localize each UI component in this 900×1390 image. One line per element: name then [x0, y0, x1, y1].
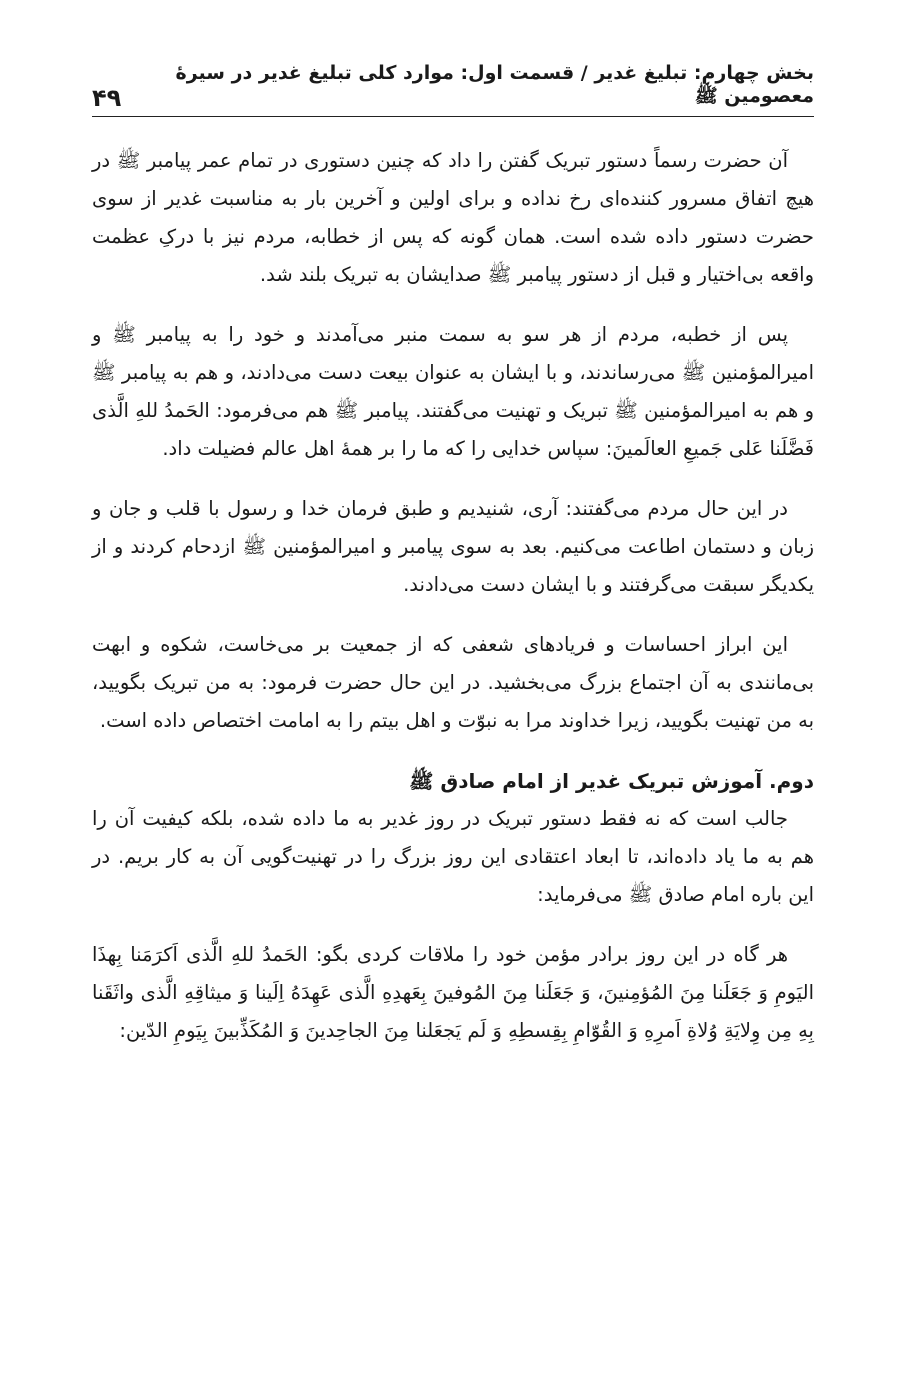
page-number: ۴۹	[92, 84, 122, 112]
quotation-paragraph: هر گاه در این روز برادر مؤمن خود را ملاقات کردی بگو: الحَمدُ للهِ الَّذی اَکرَمَنا بِهذَا الیَومِ وَ جَعَلَنا مِنَ المُؤمِنینَ، وَ جَعَلَنا مِنَ المُوفینَ بِعَهدِهِ الَّذی عَهِدَهُ اِلَینا وَ میثاقِهِ الَّذی واثَقَنا بِهِ مِن وِلایَةِ وُلاةِ اَمرِهِ وَ القُوّامِ بِقِسطِهِ وَ لَم یَجعَلنا مِنَ الجاحِدینَ وَ المُکَذِّبینَ بِیَومِ الدّین:	[92, 943, 814, 1042]
paragraph: پس از خطبه، مردم از هر سو به سمت منبر می‌آمدند و خود را به پیامبر ﷺ و امیرالمؤمنین ﷺ می‌رساندند، و با ایشان به عنوان بیعت دست می‌دادند، و هم به پیامبر ﷺ و هم به امیرالمؤمنین ﷺ تبریک و تهنیت می‌گفتند. پیامبر ﷺ هم می‌فرمود: الحَمدُ للهِ الَّذی فَضَّلَنا عَلی جَمیعِ العالَمینَ: سپاس خدایی را که ما را بر همۀ اهل عالم فضیلت داد.	[92, 323, 814, 460]
paragraph: در این حال مردم می‌گفتند: آری، شنیدیم و طبق فرمان خدا و رسول با قلب و جان و زبان و دستمان اطاعت می‌کنیم. بعد به سوی پیامبر و امیرالمؤمنین ﷺ ازدحام کردند و از یکدیگر سبقت می‌گرفتند و با ایشان دست می‌دادند.	[92, 497, 814, 596]
running-title: بخش چهارم: تبلیغ غدیر / قسمت اول: موارد کلی تبلیغ غدیر در سیرۀ معصومین ﷺ	[175, 62, 814, 107]
page-body	[92, 142, 814, 1072]
paragraph: آن حضرت رسماً دستور تبریک گفتن را داد که چنین دستوری در تمام عمر پیامبر ﷺ در هیچ اتفاق مسرور کننده‌ای رخ نداده و برای اولین و آخرین بار به مناسبت غدیر از سوی حضرت دستور داده شده است. همان گونه که پس از خطابه، مردم نیز با درکِ عظمت واقعه بی‌اختیار و قبل از دستور پیامبر ﷺ صدایشان به تبریک بلند شد.	[92, 149, 814, 286]
section-heading: دوم. آموزش تبریک غدیر از امام صادق ﷺ	[409, 769, 814, 793]
header-divider	[92, 116, 814, 117]
paragraph: این ابراز احساسات و فریادهای شعفی که از جمعیت بر می‌خاست، شکوه و ابهت بی‌مانندی به آن اجتماع بزرگ می‌بخشید. در این حال حضرت فرمود: به من تبریک بگویید، به من تهنیت بگویید، زیرا خداوند مرا به نبوّت و اهل بیتم را به امامت اختصاص داده است.	[92, 633, 814, 732]
paragraph: جالب است که نه فقط دستور تبریک در روز غدیر به ما داده شده، بلکه کیفیت آن را هم به ما یاد داده‌اند، تا ابعاد اعتقادی این روز بزرگ را در تهنیت‌گویی آن به کار بریم. در این باره امام صادق ﷺ می‌فرماید:	[92, 807, 814, 906]
book-page	[92, 0, 814, 1390]
running-header	[92, 62, 814, 112]
